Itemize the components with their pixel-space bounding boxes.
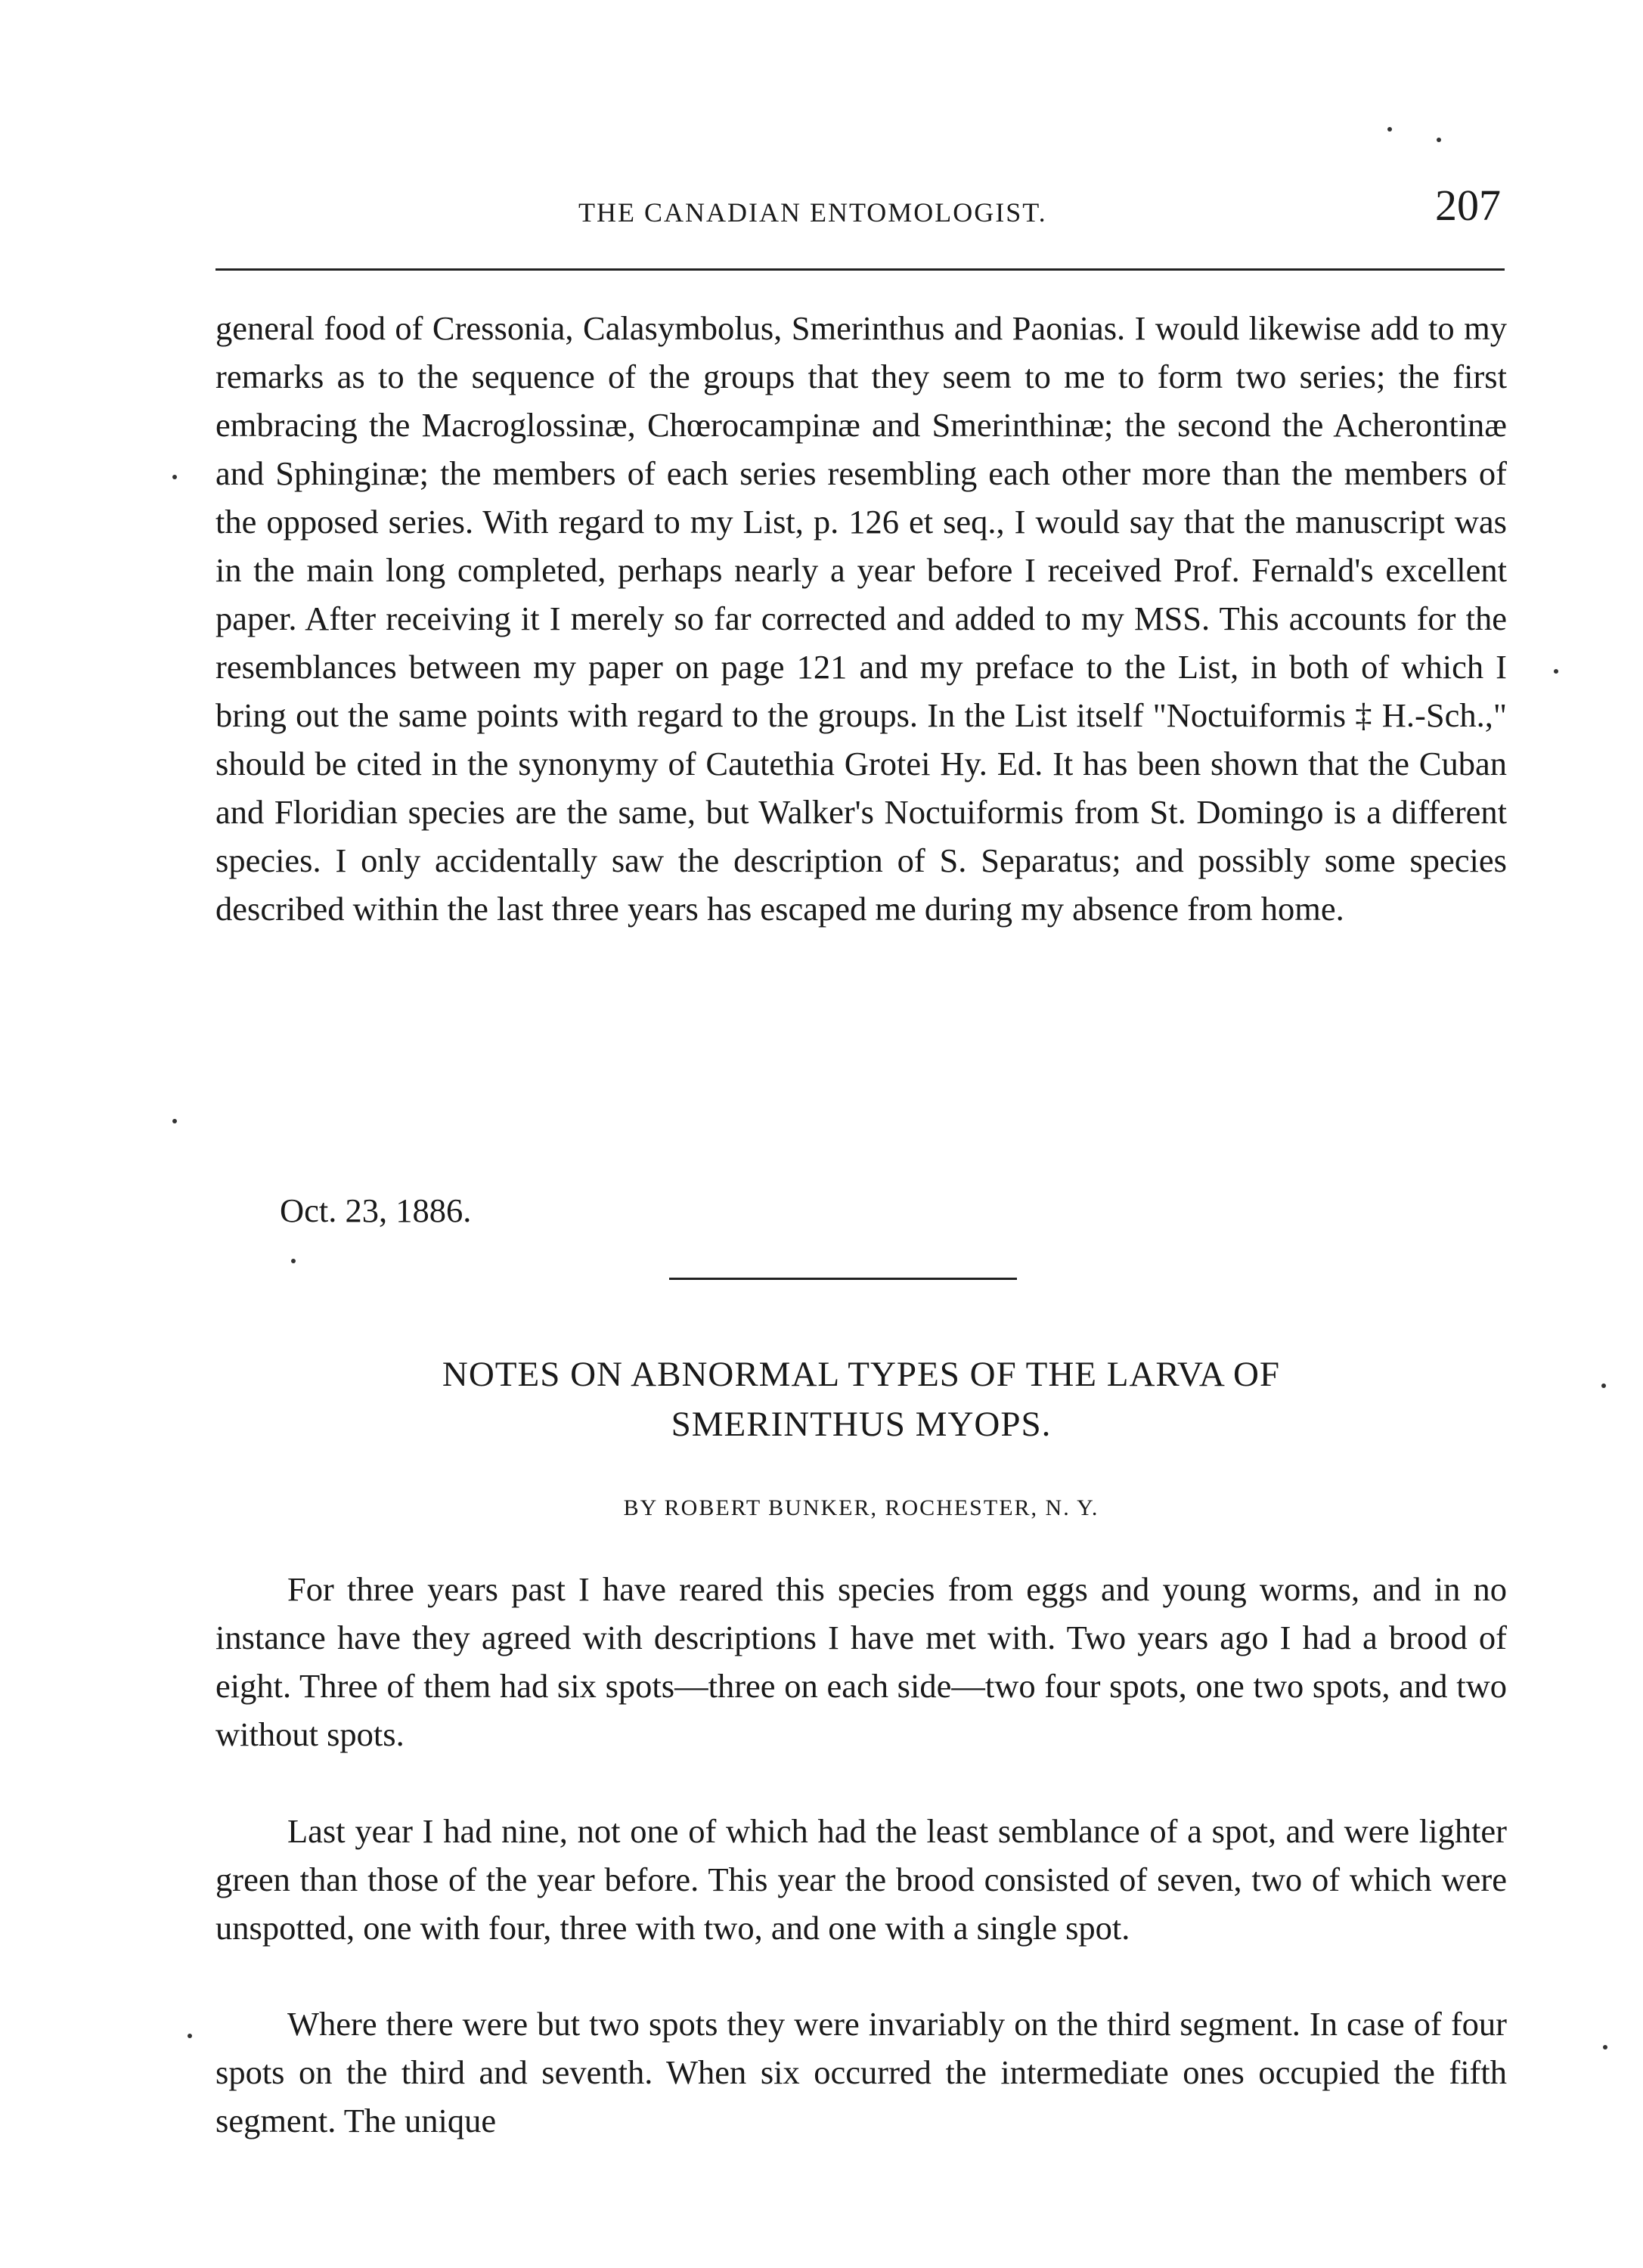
dateline: Oct. 23, 1886. (280, 1191, 472, 1229)
article-byline: BY ROBERT BUNKER, ROCHESTER, N. Y. (623, 1495, 1099, 1520)
continued-paragraph: general food of Cressonia, Calasymbolus, Smerinthus and Paonias. I would likewise add to my remarks as to the sequence of the groups that they seem to me to form two series; the first embracing the Macroglossinæ, Chœrocampinæ and Smerinthinæ; the second the Acherontinæ and Sphinginæ; the members of each series resembling each other more than the members of the opposed series. With regard to my List, p. 126 et seq., I would say that the manuscript was in the main long completed, perhaps nearly a year before I received Prof. Fernald's excellent paper. After receiving it I merely so far corrected and added to my MSS. This accounts for the resemblances between my paper on page 121 and my preface to the List, in both of which I bring out the same points with regard to the groups. In the List itself "Noctuiformis ‡ H.-Sch.," should be cited in the synonymy of Cautethia Grotei Hy. Ed. It has been shown that the Cuban and Floridian species are the same, but Walker's Noctuiformis from St. Domingo is a different species. I only accidentally saw the description of S. Separatus; and possibly some species described within the last three years has escaped me during my absence from home. (215, 309, 1507, 928)
scan-speck (188, 2034, 192, 2038)
page-number: 207 (1435, 181, 1501, 230)
scan-speck (291, 1259, 296, 1263)
scan-speck (172, 1119, 177, 1123)
scan-speck (172, 475, 177, 479)
scan-speck (1437, 138, 1441, 142)
article-paragraph-3: Where there were but two spots they were invariably on the third segment. In case of four spots on the third and seventh. When six occurred the intermediate ones occupied the fifth segment. The unique (215, 2005, 1507, 2139)
running-head (215, 180, 1501, 240)
article-title (215, 1349, 1507, 1449)
header-rule (215, 268, 1505, 271)
section-separator (669, 1278, 1017, 1280)
article-paragraph-2: Last year I had nine, not one of which had the least semblance of a spot, and were lighter green than those of the year before. This year the brood consisted of seven, two of which were unspotted, one with four, three with two, and one with a single spot. (215, 1812, 1507, 1947)
article-title-line-2: SMERINTHUS MYOPS. (671, 1405, 1052, 1444)
scan-speck (1601, 1383, 1606, 1388)
article-paragraph-1: For three years past I have reared this species from eggs and young worms, and in no instance have they agreed with descriptions I have met with. Two years ago I had a brood of eight. Three of them had six spots—three on each side—two four spots, one two spots, and two without spots. (215, 1570, 1507, 1753)
scan-speck (1554, 669, 1558, 674)
article-title-line-1: NOTES ON ABNORMAL TYPES OF THE LARVA OF (442, 1355, 1281, 1394)
running-title: THE CANADIAN ENTOMOLOGIST. (578, 197, 1047, 228)
scan-speck (1387, 127, 1392, 132)
scan-speck (1603, 2045, 1607, 2050)
